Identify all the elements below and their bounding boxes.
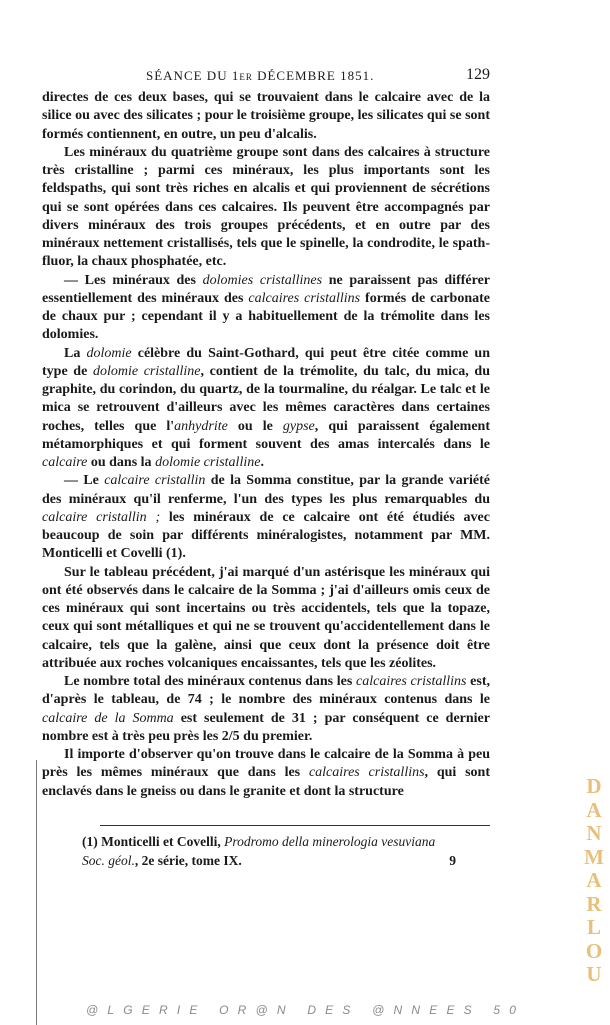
italic-run: dolomie: [86, 345, 132, 361]
text-run: Les minéraux du quatrième groupe sont dans des calcaires à structure très cristalline ; parmi ces minéraux, les plus importants sont les feldspaths, qui sont très riches en alcalis et qui proviennent de sécrétions qui se sont opérées dans ces calcaires. Ils peuvent être accompagnés par divers minéraux des trois groupes précédents, et en outre par des minéraux nettement cristallisés, tels que le spinelle, la condrodite, le spath-fluor, la chaux phosphatée, etc.: [42, 144, 490, 270]
text-run: (1) Monticelli et Covelli,: [82, 834, 225, 849]
text-run: — Le: [64, 473, 105, 489]
paragraph: [42, 564, 490, 674]
italic-run: calcaire: [42, 455, 88, 470]
text-run: , contient de la trémolite, du talc, du mica, du graphite, du corindon, du quartz, de la tourmaline, du réalgar. Le talc et le mica se retrouvent d'ailleurs avec les mêmes caractères dans certaines roches, telles que l': [42, 363, 490, 434]
text-run: ou dans la: [87, 455, 156, 470]
page-number: 129: [466, 66, 490, 83]
footnote-rule: [100, 825, 490, 826]
text-run: , 2e série, tome IX.: [134, 853, 242, 868]
paragraph: [42, 673, 490, 746]
margin-rule: [36, 760, 37, 1025]
text-run: La: [64, 345, 87, 361]
italic-run: dolomies cristallines: [202, 272, 323, 288]
vertical-watermark: D A N M A R L O U: [584, 774, 604, 986]
paragraph: [42, 472, 490, 563]
body-text: [42, 89, 490, 801]
italic-run: calcaires cristallins: [308, 765, 425, 781]
text-run: — Les minéraux des: [64, 272, 203, 288]
text-run: directes de ces deux bases, qui se trouvaient dans le calcaire avec de la silice ou avec des silicates ; pour le troisième groupe, les silicates qui se sont formés contiennent, en outre, un peu d'alcalis.: [42, 90, 490, 142]
text-run: , qui sont enclavés dans le gneiss ou dans le granite et dont la structure: [42, 765, 491, 799]
italic-run: dolomie cristalline: [92, 363, 201, 379]
italic-run: gypse: [282, 418, 315, 434]
paragraph: [42, 144, 490, 272]
footnote-source: [82, 853, 242, 868]
text-run: Il importe d'observer qu'on trouve dans le calcaire de la Somma à peu près les mêmes minéraux que dans les: [42, 747, 490, 781]
footnote-line: [82, 851, 492, 870]
text-run: Sur le tableau précédent, j'ai marqué d'un astérisque les minéraux qui ont été observés dans le calcaire de la Somma ; j'ai d'ailleurs omis ceux de ces minéraux qui sont incertains ou très accidentels, tels que la topaze, ceux qui sont métalliques et qui ne se trouvent qu'accidentellement dans le calcaire, tels que la galène, ainsi que ceux dont la présence doit être attribuée aux roches volcaniques encaissantes, tels que les zéolites.: [42, 564, 490, 671]
signature-mark: 9: [449, 853, 456, 868]
italic-run: dolomie cristalline: [155, 455, 261, 470]
footnote: [82, 832, 492, 870]
bottom-watermark: @LGERIE OR@N DES @NNEES 50: [86, 1003, 526, 1017]
italic-run: calcaires cristallins: [248, 290, 361, 306]
italic-run: Soc. géol.: [82, 853, 135, 868]
paragraph: [42, 89, 490, 144]
text-run: formés de carbonate de chaux pur ; cependant il y a habituellement de la trémolite dans les dolomies.: [42, 290, 490, 343]
text-run: , qui paraissent également métamorphiques et qui forment souvent des amas intercalés dans le: [42, 418, 490, 452]
italic-run: calcaire de la Somma: [42, 710, 174, 726]
text-run: célèbre du Saint-Gothard, qui peut être citée comme un type de: [42, 345, 490, 379]
paragraph: [42, 345, 490, 473]
paragraph: [42, 746, 490, 801]
italic-run: Prodromo della minerologia vesuviana: [224, 834, 436, 849]
italic-run: calcaire cristallin: [104, 473, 206, 489]
text-run: les minéraux de ce calcaire ont été étudiés avec beaucoup de soin par différents minéralogistes, notamment par MM. Monticelli et Covelli (1).: [42, 509, 490, 562]
italic-run: anhydrite: [174, 418, 228, 434]
text-run: de la Somma constitue, par la grande variété des minéraux qu'il renferme, l'un des types les plus remarquables du: [42, 473, 490, 507]
paragraph: [42, 272, 490, 345]
running-header: [40, 68, 490, 84]
text-run: .: [260, 455, 264, 470]
text-run: ne paraissent pas différer essentiellement des minéraux des: [42, 272, 490, 306]
text-run: Le nombre total des minéraux contenus dans les: [64, 674, 357, 689]
italic-run: calcaire cristallin ;: [42, 509, 161, 525]
header-title: SÉANCE DU 1er DÉCEMBRE 1851.: [146, 68, 375, 83]
italic-run: calcaires cristallins: [356, 674, 467, 689]
footnote-line: [82, 832, 492, 851]
text-run: ou le: [227, 418, 283, 434]
text-run: est, d'après le tableau, de 74 ; le nombre des minéraux contenus dans le: [42, 674, 490, 708]
text-run: est seulement de 31 ; par conséquent ce dernier nombre est à très peu près les 2/5 du premier.: [42, 710, 490, 744]
